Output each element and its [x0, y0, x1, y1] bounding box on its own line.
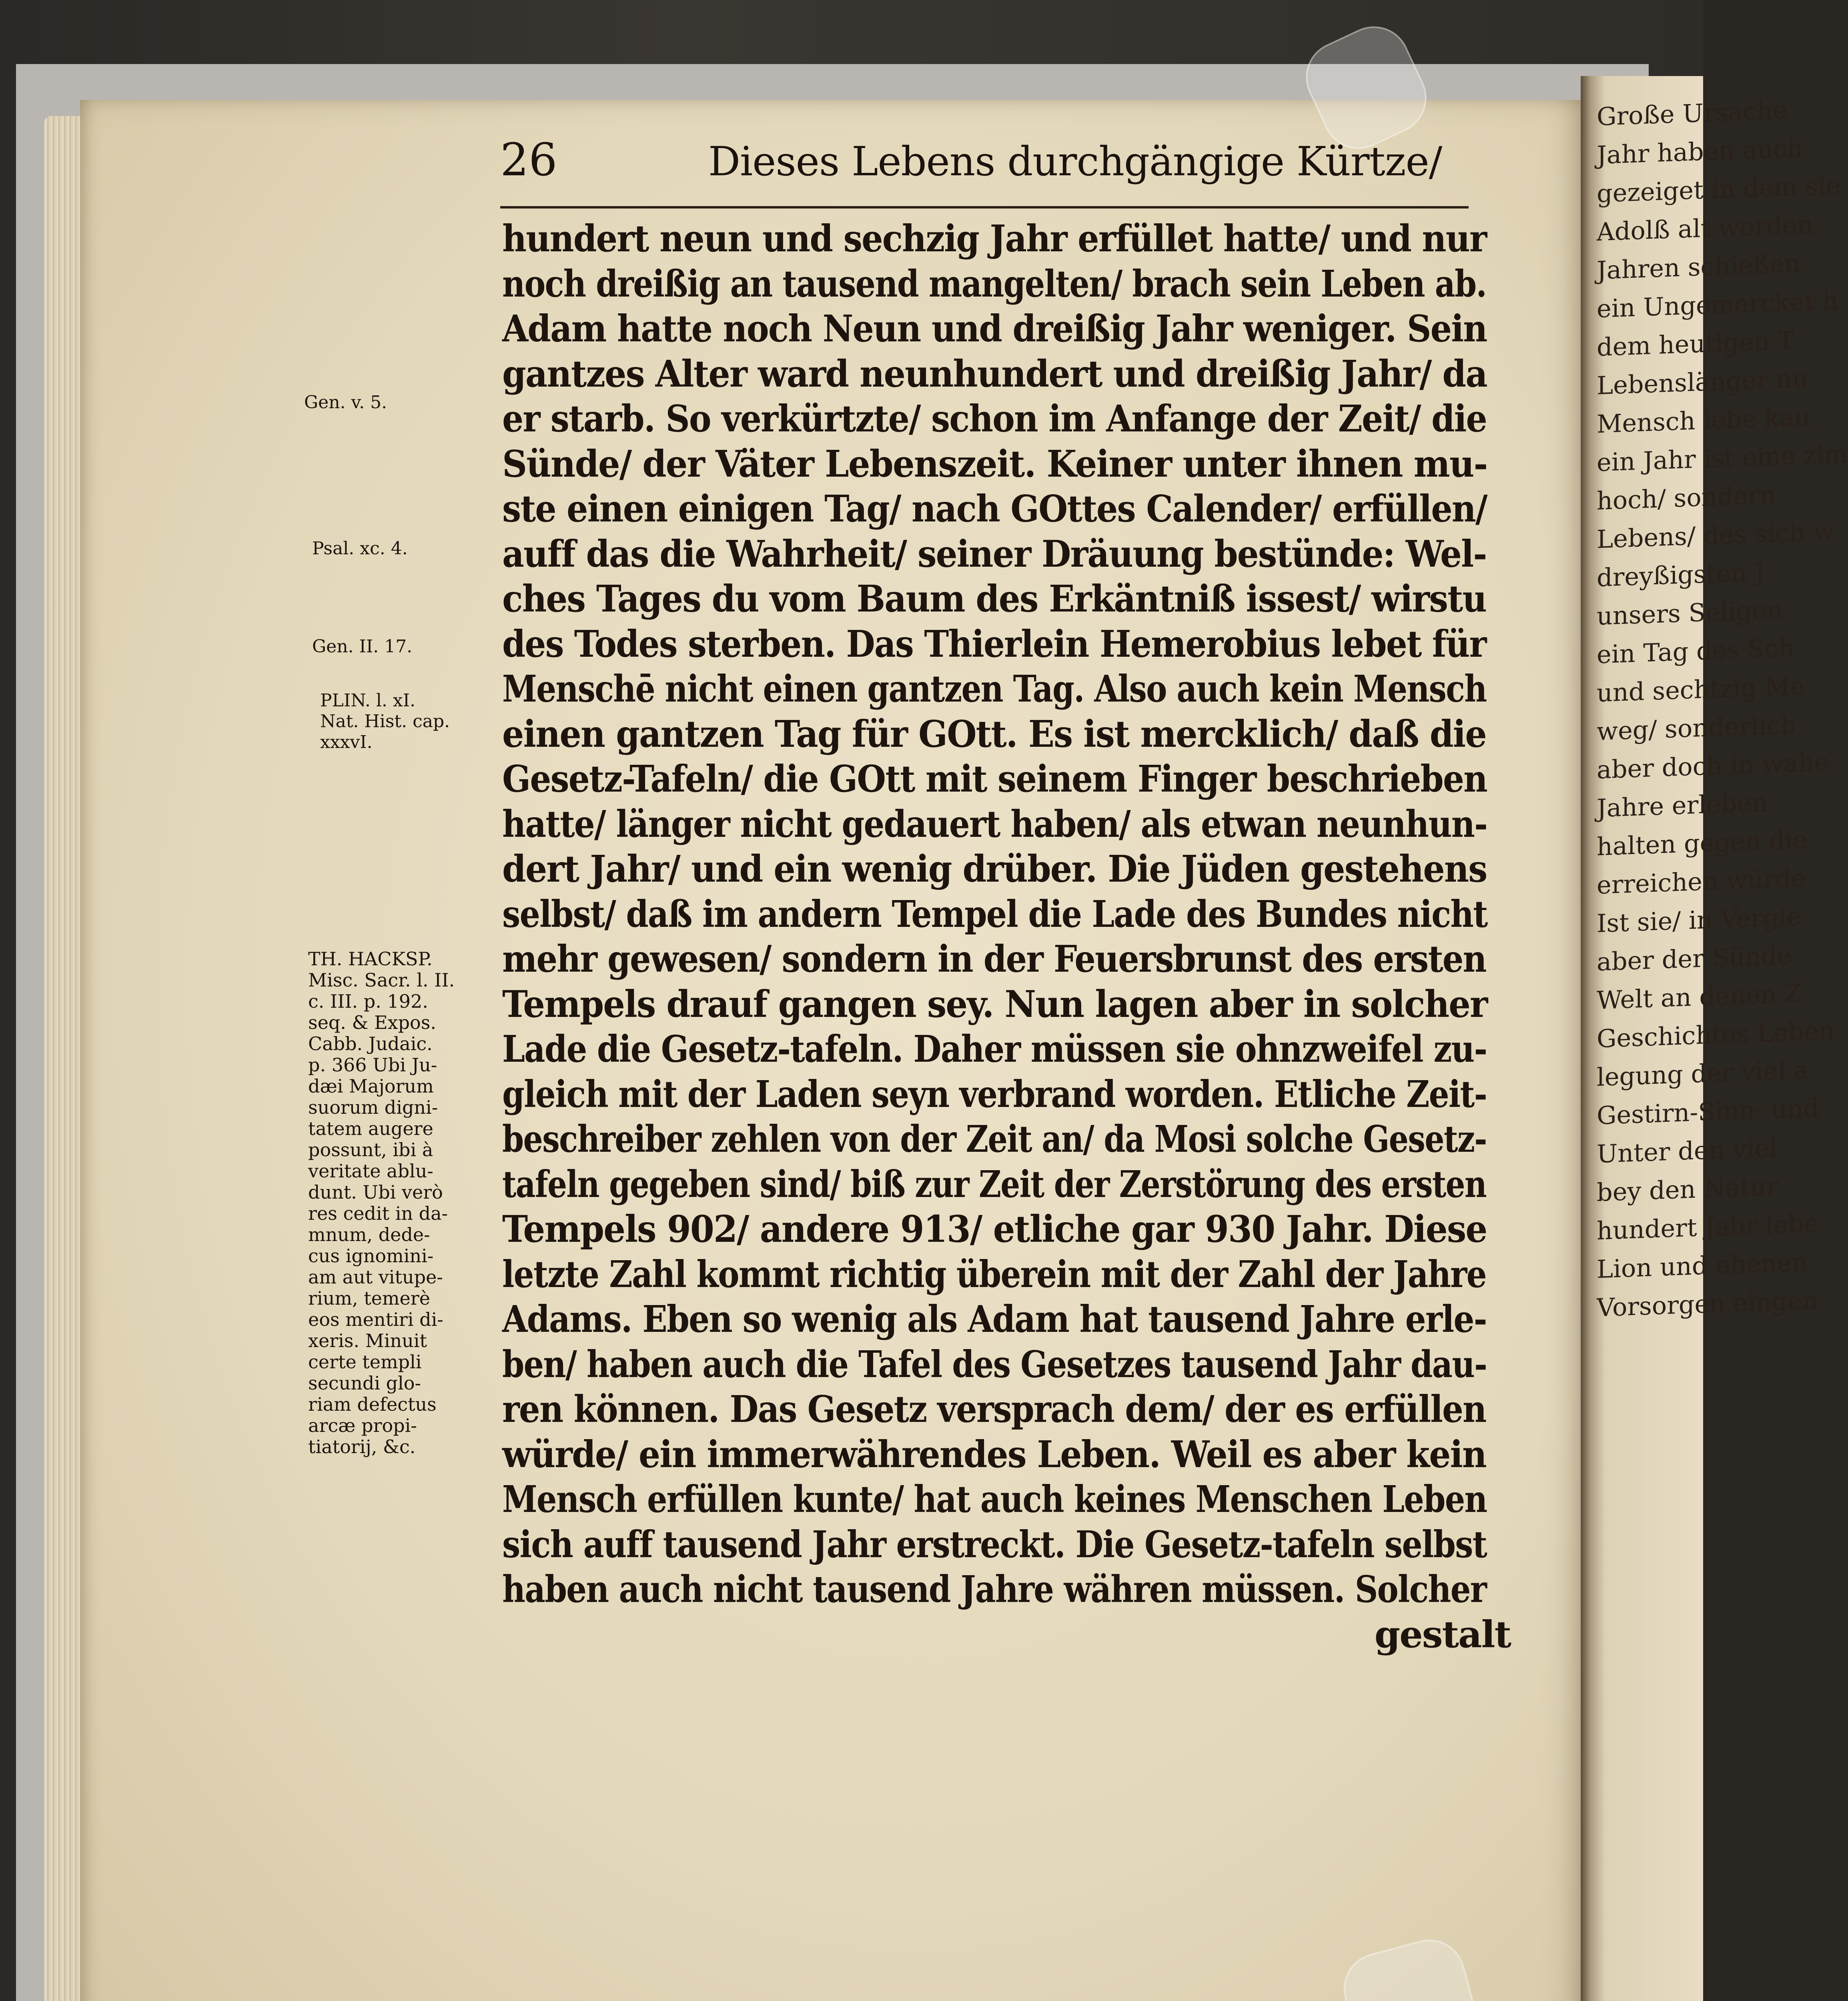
facing-line: Unter den viel	[1597, 1133, 1777, 1169]
margin-note: Gen. II. 17.	[312, 636, 413, 657]
facing-line: und sechtzig Me	[1597, 671, 1805, 708]
body-line: Menschē nicht einen gantzen Tag. Also auch kein Mensch	[502, 667, 1487, 710]
body-line: auff das die Wahrheit/ seiner Dräuung bestünde: Wel-	[502, 532, 1487, 575]
facing-line: Vorsorgen eingen	[1597, 1285, 1818, 1323]
body-line: er starb. So verkürtzte/ schon im Anfange der Zeit/ die	[502, 397, 1487, 440]
margin-note: Gen. v. 5.	[304, 392, 387, 413]
body-line: gantzes Alter ward neunhundert und dreißig Jahr/ da	[502, 352, 1487, 395]
body-line: mehr gewesen/ sondern in der Feuersbrunst des ersten	[502, 937, 1486, 980]
header-rule	[500, 206, 1469, 209]
facing-line: Jahren schießen	[1597, 249, 1800, 285]
page-header	[500, 134, 1469, 194]
margin-note: TH. HACKSP. Misc. Sacr. l. II. c. III. p. 192. seq. & Expos. Cabb. Judaic. p. 366 Ubi Ju- dæi Majorum suorum digni- tatem augere possunt, ibi à veritate ablu- dunt. Ubi verò res cedit in da- mnum, dede- cus ignomini- am aut vitupe- rium, temerè eos mentiri di- xeris. Minuit certe templi secundi glo- riam defectus arcæ propi- tiatorij, &c.	[308, 948, 455, 1458]
body-line: haben auch nicht tausend Jahre währen müssen. Solcher	[502, 1568, 1486, 1611]
margin-note: Psal. xc. 4.	[312, 538, 408, 559]
facing-line: Ist sie/ in Vergle	[1597, 902, 1801, 938]
body-line: hatte/ länger nicht gedauert haben/ als etwan neunhun-	[502, 802, 1487, 846]
body-line: selbst/ daß im andern Tempel die Lade des Bundes nicht	[502, 892, 1487, 936]
facing-line: dem heutigen T	[1597, 325, 1794, 362]
page-number: 26	[500, 134, 557, 186]
body-line: Tempels drauf gangen sey. Nun lagen aber in solcher	[502, 982, 1487, 1026]
margin-note: PLIN. l. xI. Nat. Hist. cap. xxxvI.	[320, 690, 450, 752]
body-line: Adams. Eben so wenig als Adam hat tausend Jahre erle-	[502, 1297, 1487, 1341]
body-line: dert Jahr/ und ein wenig drüber. Die Jüden gestehens	[502, 847, 1487, 890]
body-line: gestalt	[1374, 1612, 1511, 1656]
body-line: ste einen einigen Tag/ nach GOttes Calender/ erfüllen/	[502, 487, 1487, 530]
body-line: würde/ ein immerwährendes Leben. Weil es aber kein	[502, 1432, 1486, 1476]
facing-line: erreichen würde	[1597, 863, 1806, 900]
body-line: gleich mit der Laden seyn verbrand worden. Etliche Zeit-	[502, 1072, 1487, 1116]
facing-line: Mensch lebe kau	[1597, 402, 1810, 439]
facing-line: weg/ sonderlich	[1597, 710, 1797, 746]
body-line: Tempels 902/ andere 913/ etliche gar 930 Jahr. Diese	[502, 1207, 1487, 1251]
facing-line: hoch/ sondern	[1597, 480, 1776, 516]
facing-line: unsers Seligen	[1597, 595, 1783, 631]
body-line: Lade die Gesetz-tafeln. Daher müssen sie ohnzweifel zu-	[502, 1027, 1487, 1071]
facing-line: ein Tag des Sch	[1597, 633, 1795, 670]
body-line: sich auff tausend Jahr erstreckt. Die Gesetz-tafeln selbst	[502, 1522, 1487, 1566]
facing-line: gezeiget in dem sie	[1597, 170, 1841, 209]
facing-line: legung der viel a	[1597, 1055, 1809, 1092]
body-line: ches Tages du vom Baum des Erkäntniß issest/ wirstu	[502, 577, 1487, 620]
facing-line: dreyßigsten J	[1597, 557, 1765, 593]
facing-page	[1581, 76, 1848, 2001]
facing-line: ein Ungemercket h	[1597, 286, 1838, 324]
facing-line: halten gegen die	[1597, 824, 1808, 862]
facing-line: Gestirn-Sinn- und	[1597, 1093, 1819, 1131]
body-line: noch dreißig an tausend mangelten/ brach sein Leben ab.	[502, 262, 1487, 305]
facing-line: bey den Natur	[1597, 1171, 1778, 1207]
facing-line: Große Ursache	[1597, 95, 1788, 132]
facing-line: ein Jahr ist eine zim	[1597, 439, 1848, 477]
facing-line: Geschichtes Leben	[1597, 1016, 1835, 1054]
body-line: Adam hatte noch Neun und dreißig Jahr weniger. Sein	[502, 307, 1487, 350]
facing-line: aber der Sünde	[1597, 940, 1792, 977]
body-line: Sünde/ der Väter Lebenszeit. Keiner unter ihnen mu-	[502, 442, 1487, 485]
facing-line: aber doch in wahe	[1597, 747, 1829, 785]
body-line: Gesetz-Tafeln/ die GOtt mit seinem Finger beschrieben	[502, 757, 1487, 800]
facing-line: Lebens/ des sich w	[1597, 516, 1834, 554]
body-line: letzte Zahl kommt richtig überein mit der Zahl der Jahre	[502, 1252, 1486, 1296]
facing-line: Lebenslänger nu	[1597, 363, 1808, 401]
facing-page-text	[1597, 94, 1848, 1327]
facing-line: Jahre erleben	[1597, 788, 1768, 823]
body-line: beschreiber zehlen von der Zeit an/ da Mosi solche Gesetz-	[502, 1117, 1487, 1161]
facing-line: hundert Jahr lebe	[1597, 1208, 1819, 1246]
body-line: ben/ haben auch die Tafel des Gesetzes tausend Jahr dau-	[502, 1342, 1487, 1386]
body-line: einen gantzen Tag für GOtt. Es ist mercklich/ daß die	[502, 712, 1486, 756]
running-head: Dieses Lebens durchgängige Kürtze/	[708, 138, 1442, 185]
body-line: hundert neun und sechzig Jahr erfüllet hatte/ und nur	[502, 217, 1487, 260]
body-line: des Todes sterben. Das Thierlein Hemerobius lebet für	[502, 622, 1486, 666]
body-line: Mensch erfüllen kunte/ hat auch keines Menschen Leben	[502, 1478, 1487, 1521]
facing-line: Welt an denen Z	[1597, 978, 1802, 1015]
body-line: ren können. Das Gesetz versprach dem/ der es erfüllen	[502, 1387, 1486, 1431]
facing-line: Lion und ebenen	[1597, 1247, 1808, 1284]
body-line: tafeln gegeben sind/ biß zur Zeit der Zerstörung des ersten	[502, 1162, 1486, 1206]
facing-line: Jahr haben auch	[1597, 133, 1803, 170]
facing-line: Adolß alt worden	[1597, 210, 1813, 247]
body-text	[502, 216, 1511, 1657]
